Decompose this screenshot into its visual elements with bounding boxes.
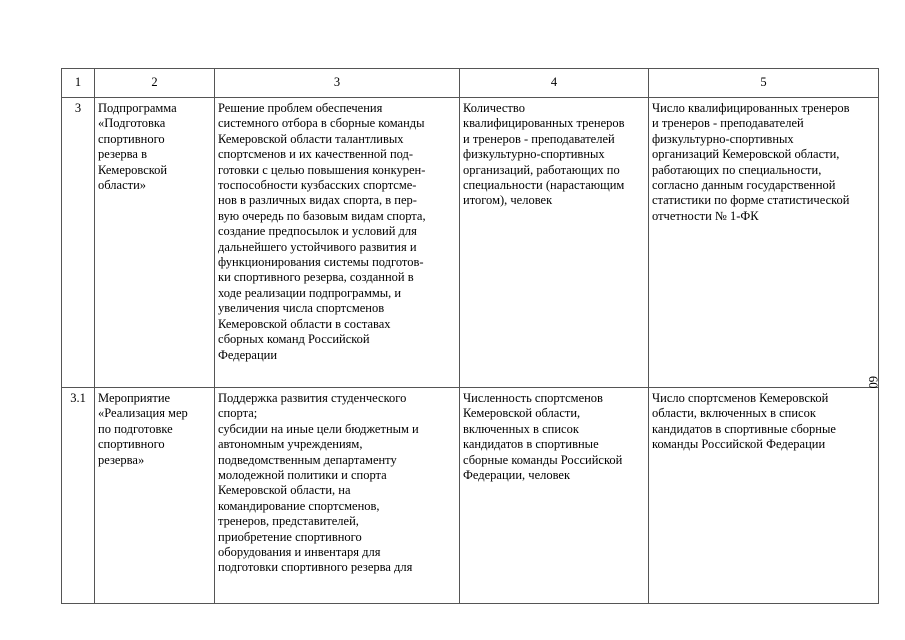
- goal-text: Поддержка развития студенческого спорта; субсидии на иные цели бюджетным и автономным учреждениям, подведомственным департаменту молодежной политики и спорта Кемеровской области, на командирование спортсменов, тренеров, представителей, приобретение спортивного оборудования и инвентаря для подготовки спортивного резерва для: [218, 391, 419, 575]
- column-header: 3: [215, 69, 460, 98]
- method-cell: [649, 388, 879, 604]
- goal-cell: [215, 388, 460, 604]
- table-row: [62, 98, 879, 388]
- method-text: Число спортсменов Кемеровской области, включенных в список кандидатов в спортивные сборные команды Российской Федерации: [652, 391, 836, 452]
- program-name: Подпрограмма «Подготовка спортивного резерва в Кемеровской области»: [98, 101, 177, 193]
- goal-cell: [215, 98, 460, 388]
- row-number: 3: [62, 98, 95, 388]
- method-cell: [649, 98, 879, 388]
- table-header-row: [62, 69, 879, 98]
- method-text: Число квалифицированных тренеров и тренеров - преподавателей физкультурно-спортивных организаций Кемеровской области, работающих по специальности, согласно данным государственной статистики по форме статистической отчетности № 1-ФК: [652, 101, 850, 223]
- data-table: [61, 68, 879, 604]
- indicator-text: Численность спортсменов Кемеровской области, включенных в список кандидатов в спортивные сборные команды Российской Федерации, человек: [463, 391, 623, 483]
- program-name-cell: [95, 388, 215, 604]
- indicator-cell: [460, 98, 649, 388]
- column-header: 2: [95, 69, 215, 98]
- table-row: [62, 388, 879, 604]
- column-header: 1: [62, 69, 95, 98]
- program-name: Мероприятие «Реализация мер по подготовке спортивного резерва»: [98, 391, 188, 467]
- column-header: 5: [649, 69, 879, 98]
- page-number: 60: [866, 376, 880, 389]
- program-name-cell: [95, 98, 215, 388]
- goal-text: Решение проблем обеспечения системного отбора в сборные команды Кемеровской области талантливых спортсменов и их качественной под- готовки с целью повышения конкурен- тоспособности кузбасских спортсме- нов в различных видах спорта, в пер- вую очередь по базовым видам спорта, создание предпосылок и условий для дальнейшего устойчивого развития и функционирования системы подготов- ки спортивного резерва, созданной в ходе реализации подпрограммы, и увеличения числа спортсменов Кемеровской области в составах сборных команд Российской Федерации: [218, 101, 426, 362]
- indicator-text: Количество квалифицированных тренеров и тренеров - преподавателей физкультурно-спортивных организаций, работающих по специальности (нарастающим итогом), человек: [463, 101, 625, 208]
- row-number: 3.1: [62, 388, 95, 604]
- column-header: 4: [460, 69, 649, 98]
- indicator-cell: [460, 388, 649, 604]
